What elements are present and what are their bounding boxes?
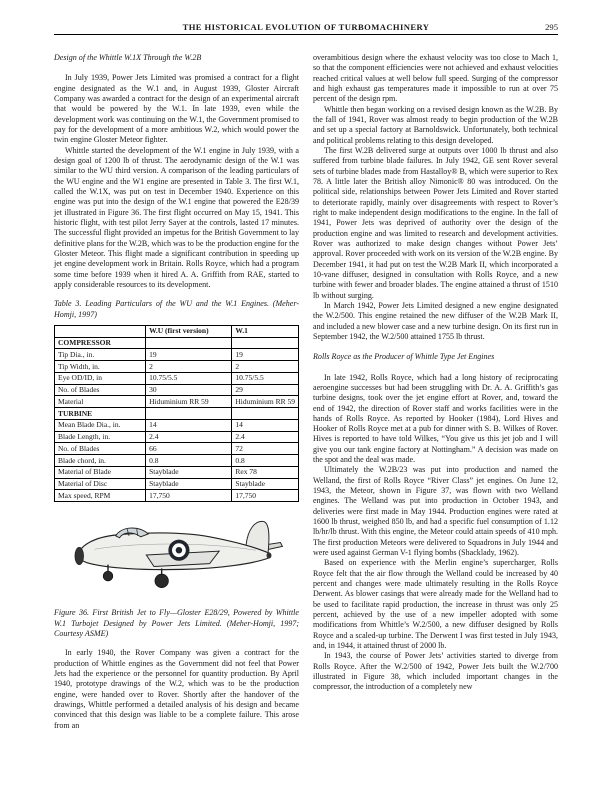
table-cell: Rex 78 — [232, 466, 299, 478]
table-cell: 14 — [146, 419, 232, 431]
table-3-caption: Table 3. Leading Particulars of the WU and the W.1 Engines. (Meher-Homji, 1997) — [54, 299, 299, 319]
table-header-cell — [55, 325, 146, 337]
paragraph: In late 1942, Rolls Royce, which had a long history of reciprocating aeroengine successes but had been struggling with Dr. A. A. Griffith’s gas turbine designs, took over the jet engine effort at Rover, and, toward the end of 1942, the direction of Rover staff and works facilities were in the hands of Rolls Royce. As reported by Hooker (1984), Lord Hives and Hooker of Rolls Royce met at a pub for dinner with S. B. Wilkes of Rover. Hives is reported to have told Wilkes, “You give us this jet job and I will give you our tank engine factory at Nottingham.” A decision was made on the spot and the deal was made. — [313, 372, 558, 465]
table-row — [55, 372, 299, 384]
table-cell: 2 — [146, 361, 232, 373]
table-cell: Hiduminium RR 59 — [232, 396, 299, 408]
table-header-row — [55, 325, 299, 337]
table-cell: No. of Blades — [55, 443, 146, 455]
table-cell: 10.75/5.5 — [232, 372, 299, 384]
table-row — [55, 361, 299, 373]
table-cell: Stayblade — [146, 478, 232, 490]
table-header-cell: W.1 — [232, 325, 299, 337]
table-cell — [146, 337, 232, 349]
paragraph: The first W.2B delivered surge at outputs over 1000 lb thrust and also suffered from turbine blade failures. In July 1942, GE sent Rover several sets of turbine blades made from Hastalloy® B, which were superior to Rex 78. A little later the British alloy Nimonic® 80 was introduced. On the political side, relationships between Power Jets Limited and Rover started to deteriorate rapidly, mainly over disagreements with respect to Rover’s right to make independent design modifications to the engine. In the fall of 1941, Power Jets was deprived of authority over the design of the production engine and was limited to research and development activities. Rover was authorized to make design changes without Power Jets’ approval. Rover proceeded with work on its version of the W.2B engine. By December 1941, it had put on test the W.2B Mark II, which incorporated a 10-vane diffuser, designed in consultation with Rolls Royce, and a new turbine with fewer and broader blades. The engine attained a thrust of 1510 lb without surging. — [313, 145, 558, 300]
table-cell: Hiduminium RR 59 — [146, 396, 232, 408]
table-cell: 17,750 — [146, 490, 232, 502]
two-column-body — [54, 53, 558, 731]
table-cell: Blade chord, in. — [55, 455, 146, 467]
table-cell: Tip Width, in. — [55, 361, 146, 373]
table-row — [55, 337, 299, 349]
paragraph: In March 1942, Power Jets Limited designed a new engine designated the W.2/500. This engine retained the new diffuser of the W.2B Mark II, and included a new blower case and a new turbine design. On its first run in September 1942, the W.2/500 attained 1755 lb thrust. — [313, 300, 558, 341]
table-cell: 30 — [146, 384, 232, 396]
table-row — [55, 431, 299, 443]
table-cell: 2.4 — [232, 431, 299, 443]
paragraph: Whittle then began working on a revised design known as the W.2B. By the fall of 1941, Rover was almost ready to begin production of the W.2B and set up a special factory at Barnoldswick. Unfortunately, both technical and political problems relating to this design developed. — [313, 104, 558, 145]
table-cell: Eye OD/ID, in — [55, 372, 146, 384]
table-cell: 2.4 — [146, 431, 232, 443]
table-row — [55, 349, 299, 361]
table-cell: 19 — [232, 349, 299, 361]
gloster-e28-aircraft-drawing — [61, 509, 293, 601]
running-head-title: THE HISTORICAL EVOLUTION OF TURBOMACHINERY — [182, 22, 430, 32]
table-row — [55, 478, 299, 490]
table-cell: Blade Length, in. — [55, 431, 146, 443]
paragraph: In early 1940, the Rover Company was given a contract for the production of Whittle engines as the Government did not feel that Power Jets had the experience or the personnel for quantity production. By April 1940, prototype drawings of the W.2, which was to be the production engine, were handed over to Rover. Shortly after the handover of the drawings, Whittle performed a detailed analysis of his design and became convinced that this design was liable to be a complete failure. This arose from an — [54, 648, 299, 730]
table-cell — [146, 408, 232, 420]
section-heading-design-whittle: Design of the Whittle W.1X Through the W.2B — [54, 53, 202, 62]
table-cell: 10.75/5.5 — [146, 372, 232, 384]
paragraph: Whittle started the development of the W.1 engine in July 1939, with a design goal of 1200 lb of thrust. The aerodynamic design of the W.1 was similar to the WU third version. A comparison of the leading particulars of the WU engine and the W1 engine are presented in Table 3. The first W.1, called the W.1X, was put on test in December 1940. Experience on this engine was put into the design of the W.1 engine that powered the E28/39 jet illustrated in Figure 36. The first flight occurred on May 15, 1941. This historic flight, with test pilot Jerry Sayer at the controls, lasted 17 minutes. The successful flight provided an impetus for the British Government to lay definitive plans for the W.2B, which was to be the production engine for the Gloster Meteor. This flight made a significant contribution in speeding up jet engine development work in Britain. Rolls Royce, which had a program some time before 1939 when it hired A. A. Griffith from RAE, started to apply considerable resources to its development. — [54, 145, 299, 289]
table-row — [55, 443, 299, 455]
table-cell: 19 — [146, 349, 232, 361]
table-row — [55, 490, 299, 502]
table-cell: 14 — [232, 419, 299, 431]
page-header — [54, 22, 558, 36]
table-cell: No. of Blades — [55, 384, 146, 396]
paragraph: Based on experience with the Merlin engine’s supercharger, Rolls Royce felt that the air flow through the Welland could be increased by 40 percent and changes were made ultimately resulting in the Rolls Royce Derwent. As blower casings that were already made for the Welland had to be used to facilitate rapid production, the increase in thrust was only 25 percent, achieved by the use of a new impeller adopted with some modifications from Whittle’s W.2/500, a new diffuser designed by Rolls Royce and a scaled-up turbine. The Derwent I was first tested in July 1943, and, in 1944, it attained thrust of 2000 lb. — [313, 558, 558, 651]
engine-particulars-table — [54, 325, 299, 502]
table-cell: Stayblade — [232, 478, 299, 490]
table-cell: 29 — [232, 384, 299, 396]
table-cell: 66 — [146, 443, 232, 455]
table-cell: COMPRESSOR — [55, 337, 146, 349]
table-cell: Material of Disc — [55, 478, 146, 490]
table-row — [55, 455, 299, 467]
table-cell: Material of Blade — [55, 466, 146, 478]
table-cell — [232, 337, 299, 349]
table-cell: 17,750 — [232, 490, 299, 502]
table-cell: TURBINE — [55, 408, 146, 420]
table-header-cell: W.U (first version) — [146, 325, 232, 337]
table-cell: Material — [55, 396, 146, 408]
table-row — [55, 396, 299, 408]
table-row — [55, 408, 299, 420]
right-column — [313, 53, 558, 731]
table-cell: 0.8 — [146, 455, 232, 467]
header-rule — [54, 34, 558, 35]
table-cell: 2 — [232, 361, 299, 373]
paragraph: In 1943, the course of Power Jets’ activities started to diverge from Rolls Royce. After the W.2/500 of 1942, Power Jets built the W.2/700 illustrated in Figure 38, which included important changes in the compressor, the introduction of a completely new — [313, 651, 558, 692]
page-number: 295 — [545, 22, 558, 32]
table-cell: Stayblade — [146, 466, 232, 478]
table-cell — [232, 408, 299, 420]
table-row — [55, 384, 299, 396]
paragraph: Ultimately the W.2B/23 was put into production and named the Welland, the first of Rolls Royce “River Class” jet engines. On June 12, 1943, the Meteor, shown in Figure 37, was flown with two Welland engines. The Welland was put into production in October 1943, and deliveries were first made in May 1944. Production engines were rated at 1600 lb thrust, weighed 850 lb, and had a specific fuel consumption of 1.12 lb/hr/lb thrust. With this engine, the Meteor could attain speeds of 410 mph. The first production Meteors were delivered to Squadrons in July 1944 and were used against German V-1 flying bombs (Shacklady, 1962). — [313, 465, 558, 558]
table-cell: Mean Blade Dia., in. — [55, 419, 146, 431]
table-row — [55, 419, 299, 431]
table-cell: 0.8 — [232, 455, 299, 467]
table-row — [55, 466, 299, 478]
figure-36-caption: Figure 36. First British Jet to Fly—Gloster E28/29, Powered by Whittle W.1 Turbojet Designed by Power Jets Limited. (Meher-Homji, 1997; Courtesy ASME) — [54, 608, 299, 639]
paragraph: overambitious design where the exhaust velocity was too close to Mach 1, so that the component efficiencies were not achieved and exhaust velocities reached critical values at well below full speed. Surging of the compressor and high exhaust gas temperatures made it impossible to run at over 75 percent of the design rpm. — [313, 53, 558, 104]
table-cell: Tip Dia., in. — [55, 349, 146, 361]
section-heading-rolls-royce: Rolls Royce as the Producer of Whittle Type Jet Engines — [313, 352, 495, 362]
table-cell: Max speed, RPM — [55, 490, 146, 502]
paragraph: In July 1939, Power Jets Limited was promised a contract for a flight engine designated as the W.1 and, in August 1939, Gloster Aircraft Company was awarded a contract for the design of an experimental aircraft that would be powered by the W.1. In late 1939, even while the development work was continuing on the W.1, the Government promised to pay for the development of a more ambitious W.2, which would power the twin engine Gloster Meteor fighter. — [54, 73, 299, 145]
table-cell: 72 — [232, 443, 299, 455]
left-column — [54, 53, 299, 731]
figure-36 — [54, 509, 299, 604]
